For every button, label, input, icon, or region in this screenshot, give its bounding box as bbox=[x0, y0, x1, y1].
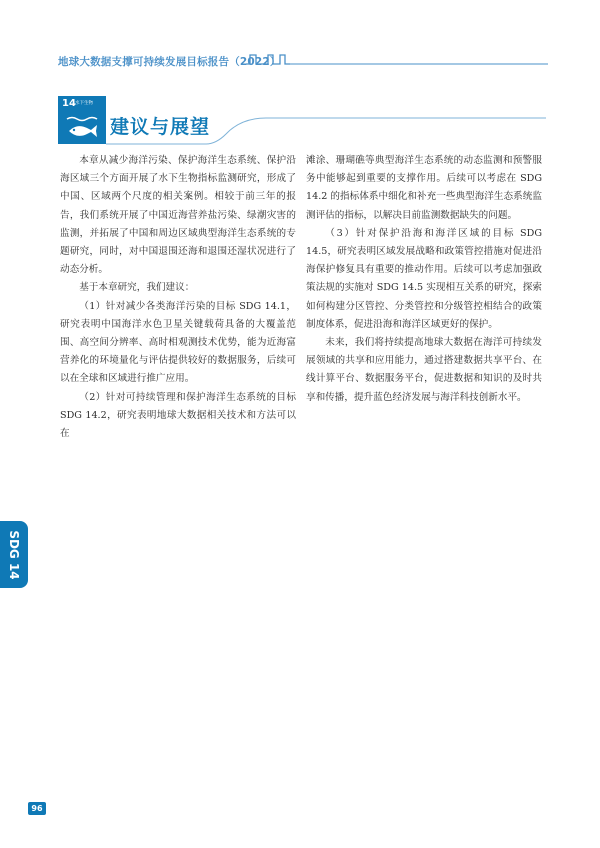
chapter-title: 建议与展望 bbox=[110, 116, 211, 138]
body-paragraph: 本章从减少海洋污染、保护海洋生态系统、保护沿海区域三个方面开展了水下生物指标监测研究，形成了中国、区域两个尺度的相关案例。相较于前三年的报告，我们系统开展了中国近海营养盐污染、绿潮灾害的监测，并拓展了中国和周边区域典型海洋生态系统的专题研究，同时，对中国退围还海和退围还湿状况进行了动态分析。 bbox=[60, 155, 296, 276]
sdg-number: 14 bbox=[62, 98, 76, 109]
sdg-goal-name: 水下生物 bbox=[75, 101, 93, 106]
sdg-side-tab bbox=[0, 521, 28, 588]
sdg-14-badge bbox=[58, 96, 106, 144]
body-paragraph: 未来，我们将持续提高地球大数据在海洋可持续发展领域的共享和应用能力，通过搭建数据共享平台、在线计算平台、数据服务平台，促进数据和知识的及时共享和传播，提升蓝色经济发展与海洋科技创新水平。 bbox=[306, 337, 542, 403]
body-column-left bbox=[60, 152, 296, 443]
side-tab-label: SDG 14 bbox=[7, 530, 21, 580]
page-number: 96 bbox=[28, 802, 46, 815]
body-paragraph: （2）针对可持续管理和保护海洋生态系统的目标 SDG 14.2，研究表明地球大数据相关技术和方法可以在 bbox=[60, 391, 296, 440]
fish-icon bbox=[65, 116, 99, 140]
body-paragraph: （3）针对保护沿海和海洋区域的目标 SDG 14.5，研究表明区域发展战略和政策管控措施对促进沿海保护修复具有重要的推动作用。后续可以考虑加强政策法规的实施对 SDG 14.5 实现相互关系的研究，探索如何构建分区管控、分类管控和分级管控相结合的政策制度体系，促进沿海和海洋区域更好的保护。 bbox=[306, 227, 542, 330]
body-paragraph-continued: 滩涂、珊瑚礁等典型海洋生态系统的动态监测和预警服务中能够起到重要的支撑作用。后续可以考虑在 SDG 14.2 的指标体系中细化和补充一些典型海洋生态系统监测评估的指标，以解决目前监测数据缺失的问题。 bbox=[306, 155, 542, 221]
body-column-right bbox=[306, 152, 542, 407]
body-paragraph: 基于本章研究，我们建议： bbox=[79, 282, 195, 294]
header-decoration bbox=[58, 50, 548, 70]
running-header-title: 地球大数据支撑可持续发展目标报告（2022） bbox=[58, 56, 281, 68]
body-paragraph: （1）针对减少各类海洋污染的目标 SDG 14.1，研究表明中国海洋水色卫星关键载荷具备的大覆盖范围、高空间分辨率、高时相观测技术优势，能为近海富营养化的环境量化与评估提供较好的数据服务，后续可以在全球和区域进行推广应用。 bbox=[60, 300, 296, 385]
